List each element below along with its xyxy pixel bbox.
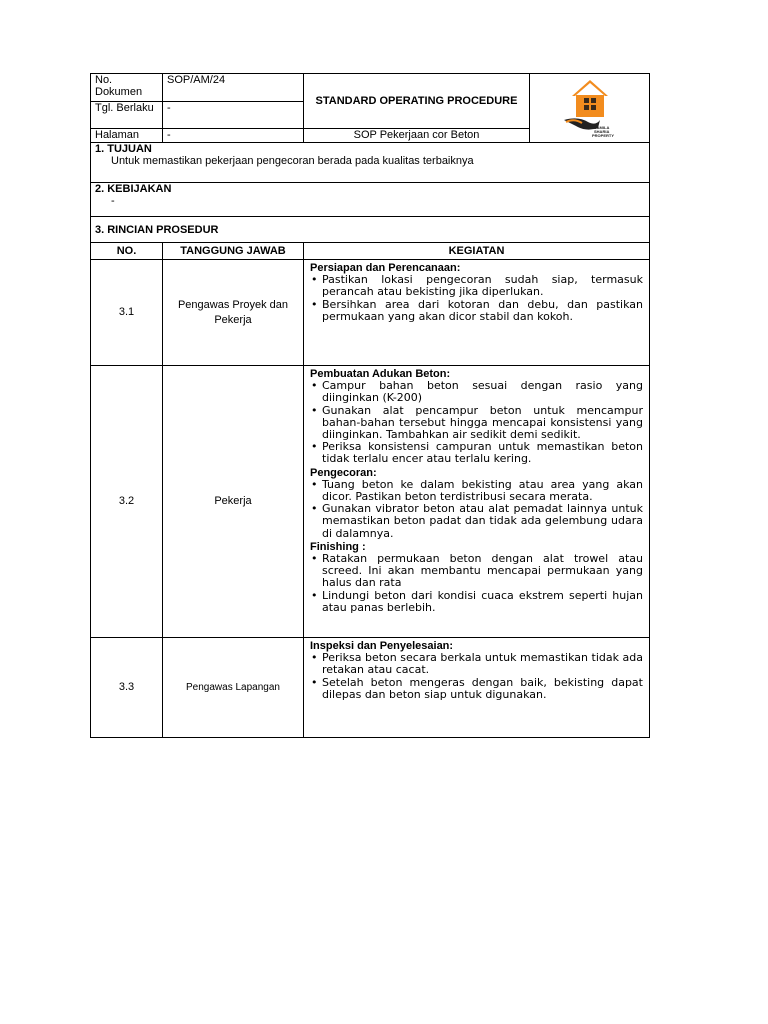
group-title: Finishing : — [310, 540, 366, 553]
list-item: • Tuang beton ke dalam bekisting atau area yang akan dicor. Pastikan beton terdistribusi secara merata. — [310, 479, 643, 503]
group-title: Pengecoran: — [310, 466, 377, 479]
list-item: • Setelah beton mengeras dengan baik, bekisting dapat dilepas dan beton siap untuk digunakan. — [310, 677, 643, 701]
col-header-no: NO. — [91, 243, 163, 260]
row-no: 3.2 — [91, 366, 163, 638]
row-no: 3.3 — [91, 638, 163, 738]
col-header-kegiatan: KEGIATAN — [304, 243, 650, 260]
group-title: Persiapan dan Perencanaan: — [310, 262, 461, 274]
list-item: • Bersihkan area dari kotoran dan debu, dan pastikan permukaan yang akan dicor stabil dan kokoh. — [310, 299, 643, 323]
kebijakan-text: - — [111, 195, 115, 207]
activity-list — [310, 553, 643, 614]
list-item: • Pastikan lokasi pengecoran sudah siap, termasuk perancah atau bekisting jika diperlukan. — [310, 274, 643, 298]
activity-list — [310, 652, 643, 701]
list-item: • Gunakan alat pencampur beton untuk mencampur bahan-bahan tersebut hingga mencapai konsistensi yang diinginkan. Tambahkan air sedikit demi sedikit. — [310, 405, 643, 442]
row-kegiatan — [304, 260, 650, 366]
svg-text:PROPERTY: PROPERTY — [591, 132, 614, 138]
list-item: • Gunakan vibrator beton atau alat pemadat lainnya untuk memastikan beton padat dan tidak ada gelembung udara di dalamnya. — [310, 503, 643, 540]
date-value: - — [163, 102, 304, 129]
row-tanggung-jawab: Pekerja — [163, 366, 304, 638]
group-title: Pembuatan Adukan Beton: — [310, 368, 451, 380]
rincian-title: 3. RINCIAN PROSEDUR — [95, 223, 219, 236]
page-label: Halaman — [91, 129, 163, 143]
document-subtitle: SOP Pekerjaan cor Beton — [304, 129, 530, 143]
row-tanggung-jawab: Pengawas Proyek dan Pekerja — [163, 260, 304, 366]
activity-list — [310, 479, 643, 540]
svg-text:SAMILA: SAMILA — [593, 124, 609, 130]
tujuan-title: 1. TUJUAN — [95, 143, 152, 155]
activity-list — [310, 380, 643, 465]
row-tanggung-jawab: Pengawas Lapangan — [163, 638, 304, 738]
kebijakan-title: 2. KEBIJAKAN — [95, 183, 172, 195]
activity-list — [310, 274, 643, 323]
section-tujuan — [91, 143, 650, 183]
list-item: • Ratakan permukaan beton dengan alat trowel atau screed. Ini akan membantu mencapai permukaan yang halus dan rata — [310, 553, 643, 590]
list-item: • Campur bahan beton sesuai dengan rasio yang diinginkan (K-200) — [310, 380, 643, 404]
table-row — [91, 638, 650, 738]
table-row — [91, 366, 650, 638]
section-kebijakan — [91, 183, 650, 217]
svg-text:SHARIA: SHARIA — [593, 128, 609, 134]
row-kegiatan — [304, 638, 650, 738]
doc-no-value: SOP/AM/24 — [163, 74, 304, 102]
sop-table — [90, 73, 650, 738]
section-rincian — [91, 217, 650, 243]
document-title: STANDARD OPERATING PROCEDURE — [304, 74, 530, 129]
list-item: • Lindungi beton dari kondisi cuaca ekstrem seperti hujan atau panas berlebih. — [310, 590, 643, 614]
date-label: Tgl. Berlaku — [91, 102, 163, 129]
row-kegiatan — [304, 366, 650, 638]
page-value: - — [163, 129, 304, 143]
company-logo — [558, 76, 622, 138]
table-row — [91, 260, 650, 366]
col-header-tanggung-jawab: TANGGUNG JAWAB — [163, 243, 304, 260]
list-item: • Periksa konsistensi campuran untuk memastikan beton tidak terlalu encer atau terlalu kering. — [310, 441, 643, 465]
doc-no-label: No. Dokumen — [91, 74, 163, 102]
list-item: • Periksa beton secara berkala untuk memastikan tidak ada retakan atau cacat. — [310, 652, 643, 676]
tujuan-text: Untuk memastikan pekerjaan pengecoran berada pada kualitas terbaiknya — [111, 155, 474, 167]
row-no: 3.1 — [91, 260, 163, 366]
sop-document — [90, 73, 649, 738]
group-title: Inspeksi dan Penyelesaian: — [310, 640, 454, 652]
logo-cell — [530, 74, 650, 143]
